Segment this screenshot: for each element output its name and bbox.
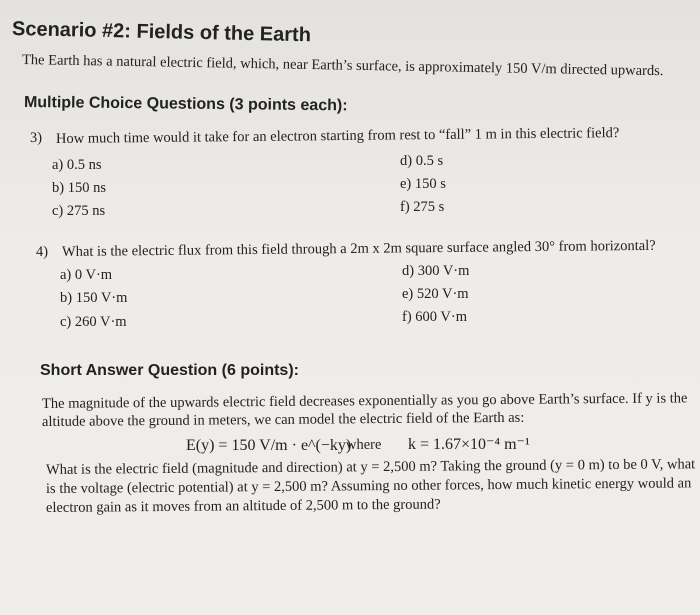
q3-option-a: a) 0.5 ns — [52, 157, 102, 173]
q3-option-c: c) 275 ns — [52, 203, 106, 219]
q4-number: 4) — [35, 243, 49, 260]
q4-option-c: c) 260 V·m — [60, 314, 127, 330]
q3-number: 3) — [29, 129, 43, 146]
q3-option-b: b) 150 ns — [52, 180, 106, 196]
q3-option-f: f) 275 s — [400, 199, 445, 215]
where-label: where — [345, 436, 382, 453]
q4-option-f: f) 600 V·m — [402, 309, 467, 325]
q4-option-d: d) 300 V·m — [402, 263, 470, 279]
sa-line-4: is the voltage (electric potential) at y = 2,500 m? Assuming no other forces, how much kinetic energy would an — [45, 475, 692, 497]
q3-text: How much time would it take for an electron starting from rest to “fall” 1 m in this electric field? — [55, 125, 620, 147]
q4-option-e: e) 520 V·m — [402, 286, 469, 302]
intro-text: The Earth has a natural electric field, which, near Earth’s surface, is approximately 150 V/m directed upwards. — [21, 52, 664, 80]
k-constant: k = 1.67×10⁻⁴ m⁻¹ — [408, 436, 530, 453]
sa-line-2: altitude above the ground in meters, we can model the electric field of the Earth as: — [41, 409, 525, 430]
sa-line-1: The magnitude of the upwards electric field decreases exponentially as you go above Earth’s surface. If y is the — [41, 390, 688, 412]
q4-text: What is the electric flux from this field through a 2m x 2m square surface angled 30° from horizontal? — [61, 237, 656, 260]
q4-option-a: a) 0 V·m — [60, 267, 113, 283]
field-equation: E(y) = 150 V/m · e^(−ky) — [186, 437, 352, 454]
mc-heading: Multiple Choice Questions (3 points each): — [23, 94, 348, 115]
q3-option-e: e) 150 s — [400, 176, 446, 192]
sa-line-3: What is the electric field (magnitude and direction) at y = 2,500 m? Taking the ground (y = 0 m) to be 0 V, what — [45, 456, 696, 478]
page-title: Scenario #2: Fields of the Earth — [11, 18, 312, 47]
sa-line-5: electron gain as it moves from an altitude of 2,500 m to the ground? — [45, 496, 441, 516]
sa-heading: Short Answer Question (6 points): — [40, 362, 299, 379]
q3-option-d: d) 0.5 s — [400, 153, 444, 169]
q4-option-b: b) 150 V·m — [60, 290, 128, 306]
